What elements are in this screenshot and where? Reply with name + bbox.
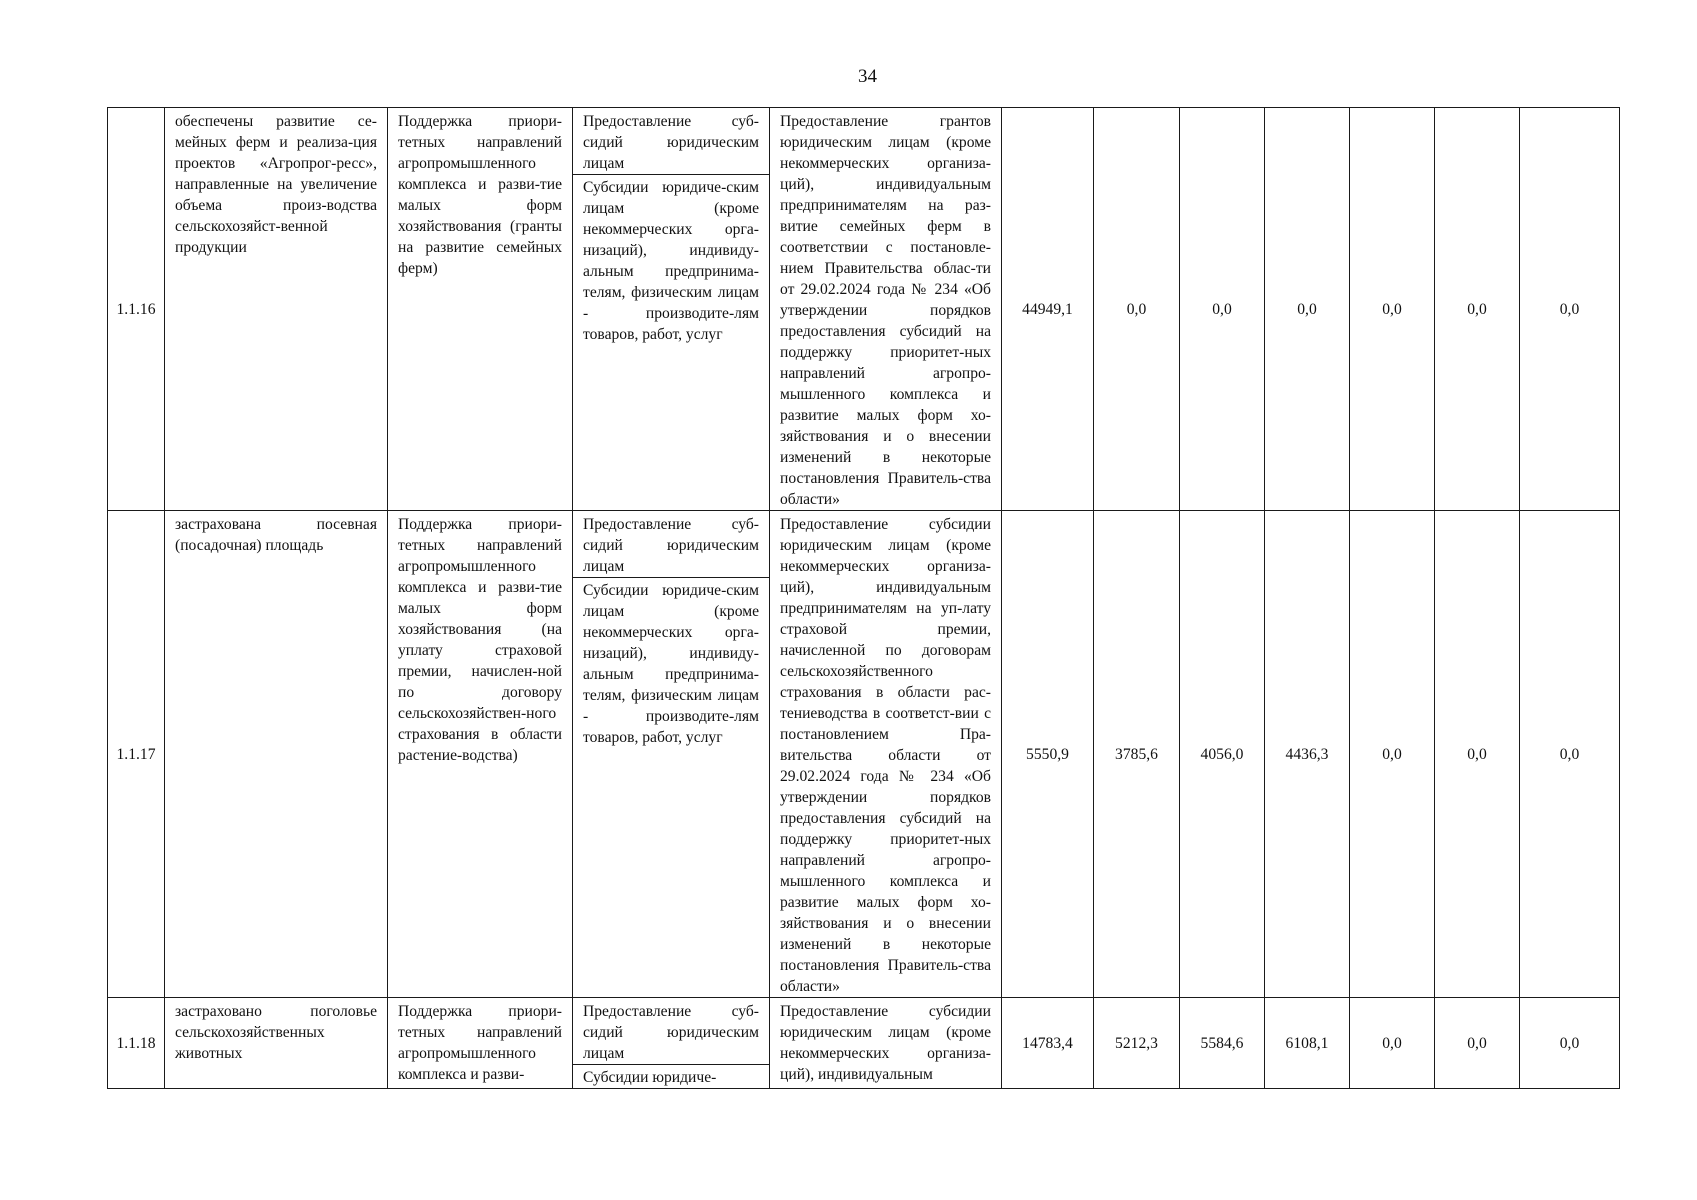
value-cell: 0,0: [1435, 998, 1520, 1089]
row-code: 1.1.17: [108, 511, 165, 998]
event-cell: Поддержка приори-тетных направлений агропромышленного комплекса и разви-тие малых форм хозяйствования (на уплату страховой премии, начислен-ной по договору сельскохозяйствен-ного страхования в области растение-водства): [388, 511, 573, 998]
event-cell: Поддержка приори-тетных направлений агропромышленного комплекса и разви-: [388, 998, 573, 1089]
type-cell: [573, 511, 770, 998]
type-cell: [573, 998, 770, 1089]
value-cell: 0,0: [1265, 108, 1350, 511]
basis-cell: Предоставление грантов юридическим лицам (кроме некоммерческих организа-ций), индивидуальным предпринимателям на раз-витие семейных ферм в соответствии с постановле-нием Правительства облас-ти от 29.02.2024 года № 234 «Об утверждении порядков предоставления субсидий на поддержку приоритет-ных направлений агропро-мышленного комплекса и развитие малых форм хо-зяйствования и о внесении изменений в некоторые постановления Правитель-ства области»: [770, 108, 1002, 511]
budget-table: [107, 107, 1620, 1089]
type-cell: [573, 108, 770, 511]
row-code: 1.1.16: [108, 108, 165, 511]
value-cell: 5550,9: [1002, 511, 1094, 998]
value-cell: 0,0: [1094, 108, 1180, 511]
value-cell: 4436,3: [1265, 511, 1350, 998]
type-top: Предоставление суб-сидий юридическим лицам: [573, 998, 769, 1065]
table-row: [108, 511, 1620, 998]
result-cell: обеспечены развитие се-мейных ферм и реализа-ция проектов «Агропрог-ресс», направленные на увеличение объема произ-водства сельскохозяйст-венной продукции: [165, 108, 388, 511]
value-cell: 0,0: [1350, 108, 1435, 511]
result-cell: застрахована посевная (посадочная) площадь: [165, 511, 388, 998]
value-cell: 0,0: [1180, 108, 1265, 511]
table-row: [108, 108, 1620, 511]
value-cell: 6108,1: [1265, 998, 1350, 1089]
value-cell: 44949,1: [1002, 108, 1094, 511]
type-top: Предоставление суб-сидий юридическим лицам: [573, 108, 769, 175]
value-cell: 14783,4: [1002, 998, 1094, 1089]
value-cell: 0,0: [1520, 998, 1620, 1089]
row-code: 1.1.18: [108, 998, 165, 1089]
value-cell: 0,0: [1520, 108, 1620, 511]
basis-cell: Предоставление субсидии юридическим лицам (кроме некоммерческих организа-ций), индивидуальным: [770, 998, 1002, 1089]
type-bottom: Субсидии юридиче-: [583, 1069, 717, 1086]
type-bottom: Субсидии юридиче-ским лицам (кроме некоммерческих орга-низаций), индивиду-альным предпринима-телям, физическим лицам - производите-лям товаров, работ, услуг: [583, 179, 759, 343]
result-cell: застраховано поголовье сельскохозяйственных животных: [165, 998, 388, 1089]
value-cell: 4056,0: [1180, 511, 1265, 998]
value-cell: 0,0: [1435, 108, 1520, 511]
value-cell: 3785,6: [1094, 511, 1180, 998]
basis-cell: Предоставление субсидии юридическим лицам (кроме некоммерческих организа-ций), индивидуальным предпринимателям на уп-лату страховой премии, начисленной по договорам сельскохозяйственного страхования в области рас-тениеводства в соответст-вии с постановлением Пра-вительства области от 29.02.2024 года № 234 «Об утверждении порядков предоставления субсидий на поддержку приоритет-ных направлений агропро-мышленного комплекса и развитие малых форм хо-зяйствования и о внесении изменений в некоторые постановления Правитель-ства области»: [770, 511, 1002, 998]
type-top: Предоставление суб-сидий юридическим лицам: [573, 511, 769, 578]
value-cell: 5584,6: [1180, 998, 1265, 1089]
event-cell: Поддержка приори-тетных направлений агропромышленного комплекса и разви-тие малых форм хозяйствования (гранты на развитие семейных ферм): [388, 108, 573, 511]
type-bottom: Субсидии юридиче-ским лицам (кроме некоммерческих орга-низаций), индивиду-альным предпринима-телям, физическим лицам - производите-лям товаров, работ, услуг: [583, 582, 759, 746]
table-row: [108, 998, 1620, 1089]
value-cell: 5212,3: [1094, 998, 1180, 1089]
value-cell: 0,0: [1350, 511, 1435, 998]
page-number: 34: [858, 66, 877, 87]
value-cell: 0,0: [1350, 998, 1435, 1089]
value-cell: 0,0: [1520, 511, 1620, 998]
value-cell: 0,0: [1435, 511, 1520, 998]
